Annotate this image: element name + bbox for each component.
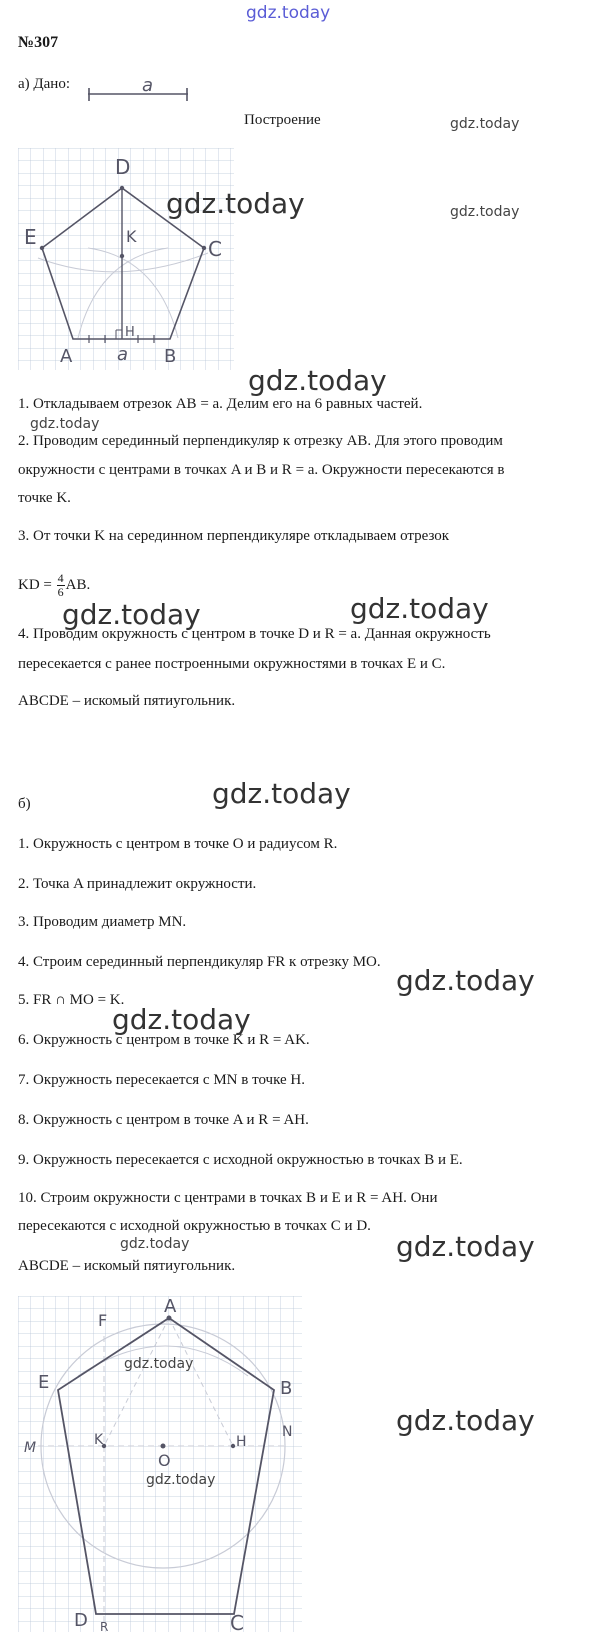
step-a-4-line-2: пересекается с ранее построенными окружностями в точках E и C. [18,656,446,672]
step-b-1: 1. Окружность с центром в точке O и радиусом R. [18,836,338,852]
step-b-8: 8. Окружность с центром в точке A и R = AH. [18,1112,309,1128]
step-b-4: 4. Строим серединный перпендикуляр FR к отрезку MO. [18,954,381,970]
top-watermark: gdz.today [246,3,331,23]
label-H: H [125,325,135,340]
watermark: gdz.today [248,364,387,397]
step-a-3-formula [18,572,90,599]
fraction-numerator: 4 [57,571,64,585]
given-segment-label: a [142,75,154,96]
given-segment-figure [80,72,195,108]
watermark: gdz.today [450,116,520,132]
watermark: gdz.today [112,1003,251,1036]
watermark: gdz.today [212,777,351,810]
step-b-2: 2. Точка A принадлежит окружности. [18,876,257,892]
figure-b-pentagon [18,1296,302,1632]
watermark: gdz.today [396,964,535,997]
label-C: C [208,237,222,261]
label-A: A [164,1296,177,1317]
step-a-2-line-1: 2. Проводим серединный перпендикуляр к отрезку AB. Для этого проводим [18,433,503,449]
result-a: ABCDE – искомый пятиугольник. [18,693,236,709]
step-b-3: 3. Проводим диаметр MN. [18,914,187,930]
watermark: gdz.today [396,1404,535,1437]
label-H: H [236,1434,247,1450]
fraction-denominator: 6 [57,585,64,599]
label-E: E [24,225,37,249]
watermark: gdz.today [120,1236,190,1252]
label-M: M [24,1440,37,1456]
step-a-4-line-1: 4. Проводим окружность с центром в точке D и R = a. Данная окружность [18,626,491,642]
fraction [57,572,65,599]
watermark: gdz.today [62,598,201,631]
given-label: а) Дано: [18,76,70,92]
part-b-label: б) [18,796,31,812]
step-b-5: 5. FR ∩ MO = K. [18,992,125,1008]
step-b-10-line-2: пересекаются с исходной окружностью в точках C и D. [18,1218,371,1234]
formula-prefix: KD = [18,576,56,593]
step-a-2-line-3: точке K. [18,490,71,506]
watermark: gdz.today [450,204,520,220]
step-a-1: 1. Откладываем отрезок AB = a. Делим его на 6 равных частей. [18,396,423,412]
watermark: gdz.today [146,1472,216,1488]
step-b-7: 7. Окружность пересекается с MN в точке H. [18,1072,306,1088]
step-a-3: 3. От точки K на серединном перпендикуляре откладываем отрезок [18,528,450,544]
label-K: K [126,227,137,246]
label-F: F [98,1311,108,1330]
label-K: K [94,1432,104,1448]
figure-a-pentagon [18,148,234,370]
formula-suffix: AB. [65,576,91,593]
label-a: a [117,344,129,365]
label-E: E [38,1372,50,1393]
step-b-6: 6. Окружность с центром в точке K и R = AK. [18,1032,310,1048]
label-N: N [282,1424,293,1440]
label-R: R [100,1620,109,1632]
watermark: gdz.today [166,187,305,220]
label-D: D [115,155,131,179]
label-A: A [60,346,73,367]
label-B: B [280,1378,293,1399]
result-b: ABCDE – искомый пятиугольник. [18,1258,236,1274]
watermark: gdz.today [350,592,489,625]
label-O: O [158,1451,171,1470]
construction-label: Построение [244,112,321,128]
watermark: gdz.today [30,416,100,432]
label-B: B [164,346,177,367]
step-a-2-line-2: окружности с центрами в точках A и B и R = a. Окружности пересекаются в [18,462,505,478]
label-C: C [230,1611,244,1632]
watermark: gdz.today [124,1356,194,1372]
label-D: D [74,1610,88,1631]
step-b-10-line-1: 10. Строим окружности с центрами в точках B и E и R = AH. Они [18,1190,438,1206]
watermark: gdz.today [396,1230,535,1263]
problem-number: №307 [18,34,59,51]
step-b-9: 9. Окружность пересекается с исходной окружностью в точках B и E. [18,1152,463,1168]
